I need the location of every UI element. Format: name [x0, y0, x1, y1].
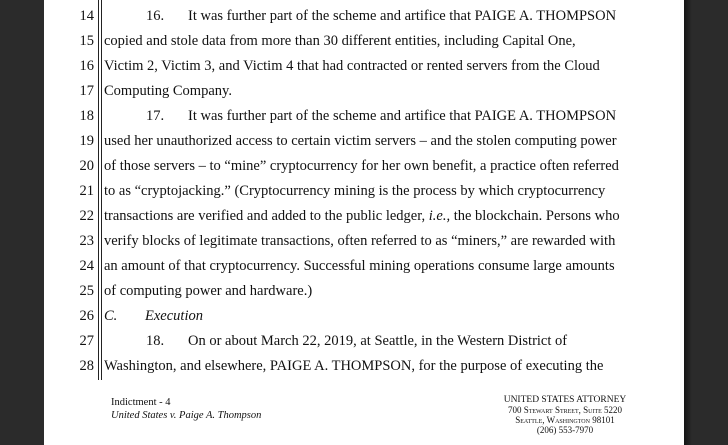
line-number: 19: [79, 133, 94, 149]
phone-number: (206) 553-7970: [536, 425, 594, 435]
line-number: 22: [79, 208, 94, 224]
line-number: 24: [79, 258, 94, 274]
text-line: an amount of that cryptocurrency. Successful mining operations consume large amounts: [104, 258, 615, 274]
paragraph-number: 18.: [146, 333, 165, 349]
margin-rule-right: [101, 0, 102, 380]
line-number: 15: [79, 33, 94, 49]
paragraph-number: 17.: [146, 108, 165, 124]
paragraph-17-line: [104, 108, 616, 125]
street-address: 700 Stewart Street, Suite 5220: [507, 405, 623, 415]
text-line: Washington, and elsewhere, PAIGE A. THOMPSON, for the purpose of executing the: [104, 358, 604, 374]
page-edge-shadow: [684, 0, 692, 445]
attorney-address-block: [480, 395, 650, 435]
text-line: [104, 208, 620, 225]
line-number: 16: [79, 58, 94, 74]
line-number: 17: [79, 83, 94, 99]
line-text: the blockchain. Persons who: [450, 208, 620, 224]
section-heading: [104, 308, 203, 325]
line-number: 23: [79, 233, 94, 249]
paragraph-16-line: [104, 8, 616, 25]
case-caption: United States v. Paige A. Thompson: [111, 410, 262, 421]
line-text: It was further part of the scheme and artifice that PAIGE A. THOMPSON: [188, 108, 617, 124]
paragraph-number: 16.: [146, 8, 165, 24]
city-address: Seattle, Washington 98101: [515, 415, 615, 425]
text-line: Computing Company.: [104, 83, 232, 99]
line-number: 14: [79, 8, 94, 24]
text-line: used her unauthorized access to certain victim servers – and the stolen computing power: [104, 133, 617, 149]
line-number: 18: [79, 108, 94, 124]
line-number: 21: [79, 183, 94, 199]
line-text: On or about March 22, 2019, at Seattle, in the Western District of: [188, 333, 568, 349]
italic-abbreviation: i.e.,: [428, 208, 451, 224]
text-line: of those servers – to “mine” cryptocurrency for her own benefit, a practice often referred: [104, 158, 619, 174]
text-line: of computing power and hardware.): [104, 283, 313, 299]
line-text: It was further part of the scheme and artifice that PAIGE A. THOMPSON: [188, 8, 617, 24]
text-line: Victim 2, Victim 3, and Victim 4 that had contracted or rented servers from the Cloud: [104, 58, 600, 74]
paragraph-18-line: [104, 333, 567, 350]
line-number: 27: [79, 333, 94, 349]
line-text: transactions are verified and added to the public ledger,: [104, 208, 429, 224]
office-name: UNITED STATES ATTORNEY: [503, 395, 627, 405]
line-number: 28: [79, 358, 94, 374]
text-line: to as “cryptojacking.” (Cryptocurrency mining is the process by which cryptocurrency: [104, 183, 606, 199]
footer-caption-block: [111, 396, 261, 422]
line-number: 20: [79, 158, 94, 174]
line-number: 25: [79, 283, 94, 299]
line-number: 26: [79, 308, 94, 324]
section-title: Execution: [145, 308, 203, 324]
section-letter: C.: [104, 308, 118, 324]
text-line: copied and stole data from more than 30 different entities, including Capital One,: [104, 33, 576, 49]
text-line: verify blocks of legitimate transactions, often referred to as “miners,” are rewarded with: [104, 233, 616, 249]
document-label: Indictment - 4: [111, 397, 171, 408]
margin-rule-left: [98, 0, 99, 380]
